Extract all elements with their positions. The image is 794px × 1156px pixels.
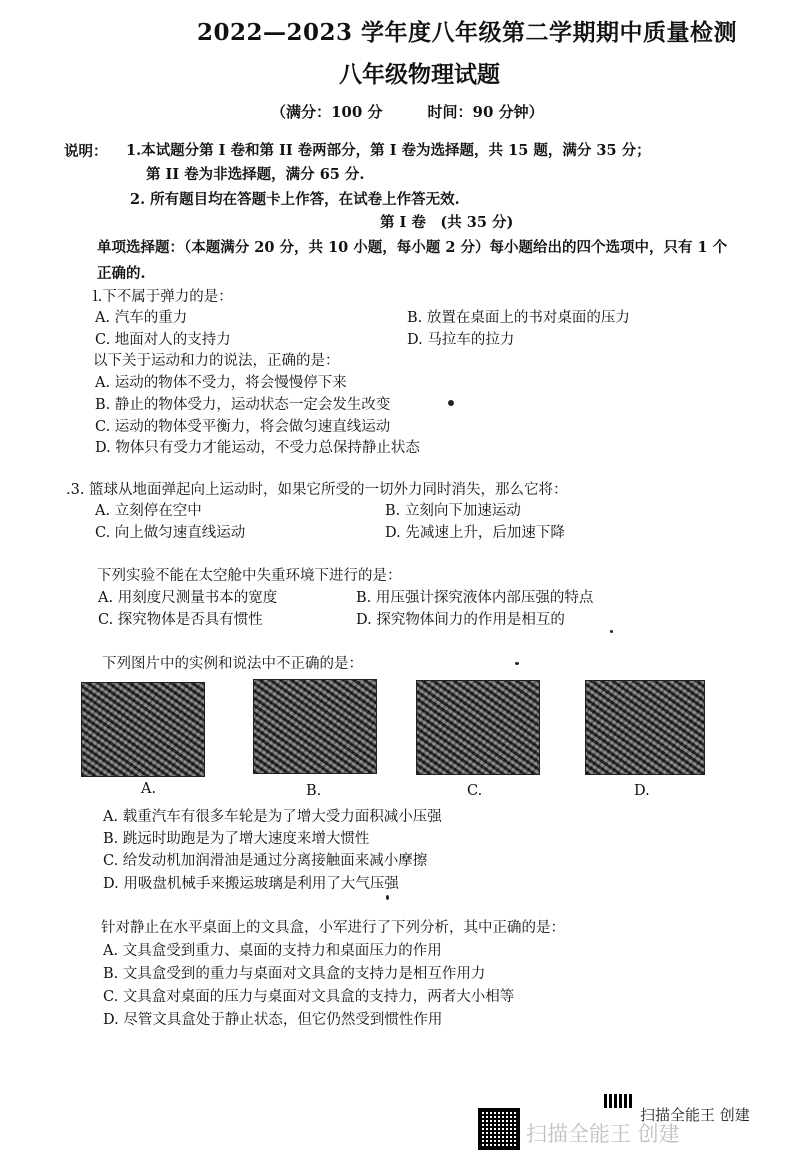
photo-truck-image	[81, 682, 205, 777]
question-3-option-d: D. 先减速上升，后加速下降	[385, 525, 565, 541]
watermark-small-text: 扫描全能王 创建	[640, 1106, 750, 1124]
watermark-text: 扫描全能王 创建	[526, 1122, 680, 1146]
exam-subtitle: 八年级物理试题	[339, 61, 500, 88]
question-5-option-c: C. 给发动机加润滑油是通过分离接触面来减小摩擦	[103, 853, 428, 869]
photo-suction-cup-image	[585, 680, 705, 775]
section-heading: 第 I 卷 (共 35 分)	[380, 214, 514, 231]
image-label-a: A.	[141, 781, 157, 797]
scan-speck	[515, 662, 519, 665]
question-2-stem: 以下关于运动和力的说法，正确的是：	[93, 353, 340, 369]
question-6-option-d: D. 尽管文具盒处于静止状态，但它仍然受到惯性作用	[103, 1012, 443, 1028]
question-4-option-a: A. 用刻度尺测量书本的宽度	[98, 590, 278, 606]
question-3-option-a: A. 立刻停在空中	[95, 503, 202, 519]
score-time-info: （满分：100 分 时间：90 分钟）	[271, 103, 544, 121]
question-3-option-c: C. 向上做匀速直线运动	[95, 525, 246, 541]
question-1-stem: l.下不属于弹力的是：	[93, 289, 233, 305]
qr-code-icon	[478, 1108, 520, 1150]
question-6-option-b: B. 文具盒受到的重力与桌面对文具盒的支持力是相互作用力	[103, 966, 486, 982]
question-2-option-d: D. 物体只有受力才能运动，不受力总保持静止状态	[95, 440, 420, 456]
question-1-option-d: D. 马拉车的拉力	[407, 332, 515, 348]
question-1-option-a: A. 汽车的重力	[95, 310, 188, 326]
photo-long-jump-image	[253, 679, 377, 774]
question-5-option-b: B. 跳远时助跑是为了增大速度来增大惯性	[103, 831, 370, 847]
small-qr-code-icon	[604, 1094, 634, 1108]
photo-engine-image	[416, 680, 540, 775]
question-5-option-a: A. 载重汽车有很多车轮是为了增大受力面积减小压强	[103, 809, 442, 825]
question-3-stem: .3. 篮球从地面弹起向上运动时，如果它所受的一切外力同时消失，那么它将：	[66, 482, 568, 498]
instructions-label: 说明：	[64, 143, 108, 160]
question-6-option-a: A. 文具盒受到重力、桌面的支持力和桌面压力的作用	[103, 943, 442, 959]
question-4-option-d: D. 探究物体间力的作用是相互的	[356, 612, 565, 628]
scan-speck	[610, 630, 613, 633]
instructions-line-2: 第 II 卷为非选择题，满分 65 分.	[146, 166, 365, 183]
question-2-option-b: B. 静止的物体受力，运动状态一定会发生改变	[95, 397, 391, 413]
question-5-stem: 下列图片中的实例和说法中不正确的是：	[102, 656, 363, 672]
question-4-option-c: C. 探究物体是否具有惯性	[98, 612, 263, 628]
instructions-line-3: 2. 所有题目均在答题卡上作答，在试卷上作答无效.	[130, 191, 460, 208]
question-5-option-d: D. 用吸盘机械手来搬运玻璃是利用了大气压强	[103, 876, 399, 892]
scan-speck	[448, 400, 454, 406]
section-intro-line-2: 正确的.	[97, 265, 146, 282]
question-4-option-b: B. 用压强计探究液体内部压强的特点	[356, 590, 594, 606]
question-2-option-a: A. 运动的物体不受力，将会慢慢停下来	[95, 375, 347, 391]
question-6-option-c: C. 文具盒对桌面的压力与桌面对文具盒的支持力，两者大小相等	[103, 989, 515, 1005]
image-label-b: B.	[306, 783, 322, 799]
scan-speck	[386, 895, 389, 900]
exam-title: 2022—2023 学年度八年级第二学期期中质量检测	[197, 19, 738, 46]
image-label-c: C.	[467, 783, 483, 799]
question-3-option-b: B. 立刻向下加速运动	[385, 503, 521, 519]
image-label-d: D.	[634, 783, 650, 799]
instructions-line-1: 1.本试题分第 I 卷和第 II 卷两部分，第 I 卷为选择题，共 15 题，满分 35 分；	[126, 142, 651, 159]
question-4-stem: 下列实验不能在太空舱中失重环境下进行的是：	[97, 568, 402, 584]
question-1-option-c: C. 地面对人的支持力	[95, 332, 231, 348]
question-2-option-c: C. 运动的物体受平衡力，将会做匀速直线运动	[95, 419, 391, 435]
question-6-stem: 针对静止在水平桌面上的文具盒，小军进行了下列分析，其中正确的是：	[101, 920, 565, 936]
question-1-option-b: B. 放置在桌面上的书对桌面的压力	[407, 310, 630, 326]
section-intro-line-1: 单项选择题：（本题满分 20 分，共 10 小题，每小题 2 分）每小题给出的四个选项中，只有 1 个	[97, 239, 728, 256]
